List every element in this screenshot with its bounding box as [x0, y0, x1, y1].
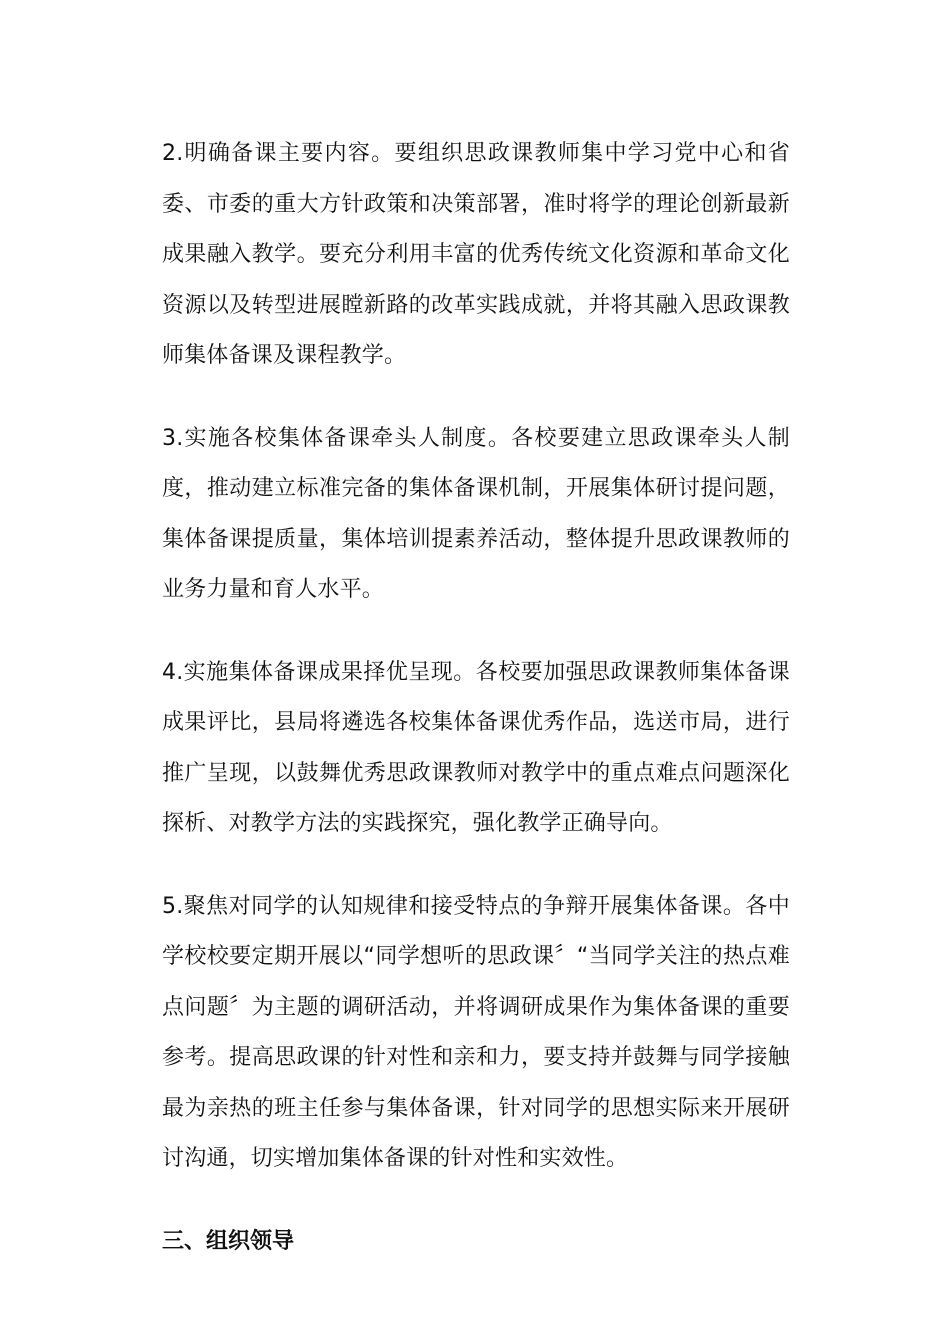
- paragraph-item-5: 5.聚焦对同学的认知规律和接受特点的争辩开展集体备课。各中学校校要定期开展以“同学想听的思政课〞“当同学关注的热点难点问题〞为主题的调研活动，并将调研成果作为集体备课的重要参考。提高思政课的针对性和亲和力，要支持并鼓舞与同学接触最为亲热的班主任参与集体备课，针对同学的思想实际来开展研讨沟通，切实增加集体备课的针对性和实效性。: [162, 893, 790, 1171]
- section-heading: 三、组织领导: [162, 1228, 295, 1254]
- paragraph-item-2: 2.明确备课主要内容。要组织思政课教师集中学习党中心和省委、市委的重大方针政策和决策部署，准时将学的理论创新最新成果融入教学。要充分利用丰富的优秀传统文化资源和革命文化资源以及转型进展瞠新路的改革实践成就，并将其融入思政课教师集体备课及课程教学。: [162, 141, 790, 368]
- paragraph-item-3: 3.实施各校集体备课牵头人制度。各校要建立思政课牵头人制度，推动建立标准完备的集体备课机制，开展集体研讨提问题，集体备课提质量，集体培训提素养活动，整体提升思政课教师的业务力量和育人水平。: [162, 425, 790, 602]
- paragraph-item-4: 4.实施集体备课成果择优呈现。各校要加强思政课教师集体备课成果评比，县局将遴选各校集体备课优秀作品，选送市局，进行推广呈现，以鼓舞优秀思政课教师对教学中的重点难点问题深化探析、对教学方法的实践探究，强化教学正确导向。: [162, 659, 790, 836]
- document-body: [162, 129, 790, 1267]
